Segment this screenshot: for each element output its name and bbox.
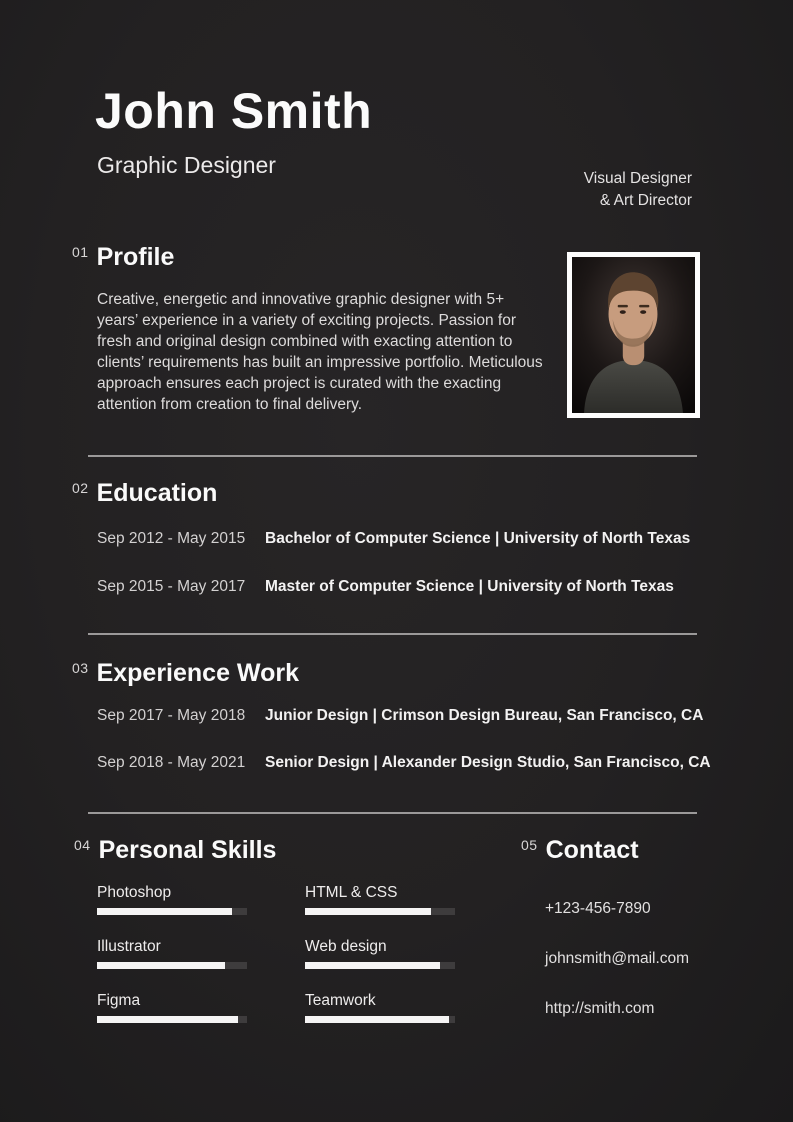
skill-bar-fill: [305, 908, 431, 915]
education-dates: Sep 2012 - May 2015: [97, 530, 246, 547]
section-header-education: [72, 479, 217, 508]
section-title: Contact: [545, 836, 639, 864]
section-title: Experience Work: [96, 659, 299, 687]
section-header-skills: [74, 836, 276, 865]
role-tagline: [584, 168, 692, 211]
education-degree: Master of Computer Science | University of North Texas: [265, 578, 674, 595]
section-divider: [88, 633, 697, 635]
education-row: [97, 529, 717, 548]
section-header-contact: [521, 836, 639, 865]
skill-item: [305, 938, 455, 969]
skill-bar-fill: [97, 1016, 238, 1023]
skill-item: [97, 992, 247, 1023]
skill-bar: [305, 962, 455, 969]
skill-bar: [305, 1016, 455, 1023]
skill-item: [97, 938, 247, 969]
role-line-1: Visual Designer: [583, 170, 692, 187]
skills-column-left: [97, 884, 247, 1046]
section-number: 05: [521, 837, 538, 853]
skill-bar: [97, 962, 247, 969]
profile-photo: [567, 252, 700, 418]
role-line-2: & Art Director: [599, 191, 692, 209]
section-title: Personal Skills: [98, 836, 277, 864]
section-number: 01: [72, 244, 89, 260]
skill-label: Illustrator: [97, 938, 161, 955]
skills-column-right: [305, 884, 455, 1046]
experience-row: [97, 706, 717, 725]
person-title: Graphic Designer: [97, 152, 276, 178]
skill-bar-fill: [305, 962, 440, 969]
section-header-experience: [72, 659, 299, 688]
skill-bar-fill: [97, 962, 225, 969]
skill-bar: [305, 908, 455, 915]
skill-item: [305, 992, 455, 1023]
skill-item: [97, 884, 247, 915]
section-number: 04: [74, 837, 91, 853]
education-dates: Sep 2015 - May 2017: [97, 578, 246, 595]
experience-dates: Sep 2017 - May 2018: [97, 707, 246, 724]
skill-label: Photoshop: [97, 884, 172, 901]
skill-bar-fill: [97, 908, 232, 915]
contact-list: [545, 899, 689, 1049]
skill-bar-fill: [305, 1016, 449, 1023]
experience-position: Senior Design | Alexander Design Studio, San Francisco, CA: [265, 754, 711, 771]
skill-label: Figma: [97, 992, 141, 1009]
skill-item: [305, 884, 455, 915]
section-divider: [88, 812, 697, 814]
portrait-illustration: [572, 257, 695, 413]
phone-number: +123-456-7890: [545, 900, 651, 917]
person-name: John Smith: [95, 83, 373, 139]
section-number: 03: [72, 660, 89, 676]
section-title: Profile: [96, 243, 175, 271]
experience-row: [97, 753, 717, 772]
section-divider: [88, 455, 697, 457]
section-number: 02: [72, 480, 89, 496]
experience-dates: Sep 2018 - May 2021: [97, 754, 246, 771]
skill-label: HTML & CSS: [305, 884, 398, 901]
section-title: Education: [96, 479, 218, 507]
profile-summary: Creative, energetic and innovative graphic designer with 5+ years’ experience in a variety of exciting projects. Passion for fresh and original design combined with exacting attention to clients’ requirements has built an impressive portfolio. Meticulous approach ensures each project is curated with the exacting attention from creation to final delivery.: [97, 291, 543, 413]
skill-label: Web design: [305, 938, 387, 955]
website-url: http://smith.com: [545, 1000, 655, 1017]
education-degree: Bachelor of Computer Science | University of North Texas: [265, 530, 691, 547]
skill-bar: [97, 908, 247, 915]
email-address: johnsmith@mail.com: [545, 950, 690, 967]
experience-position: Junior Design | Crimson Design Bureau, San Francisco, CA: [265, 707, 704, 724]
education-row: [97, 577, 717, 596]
skill-bar: [97, 1016, 247, 1023]
section-header-profile: [72, 243, 174, 272]
skill-label: Teamwork: [305, 992, 376, 1009]
